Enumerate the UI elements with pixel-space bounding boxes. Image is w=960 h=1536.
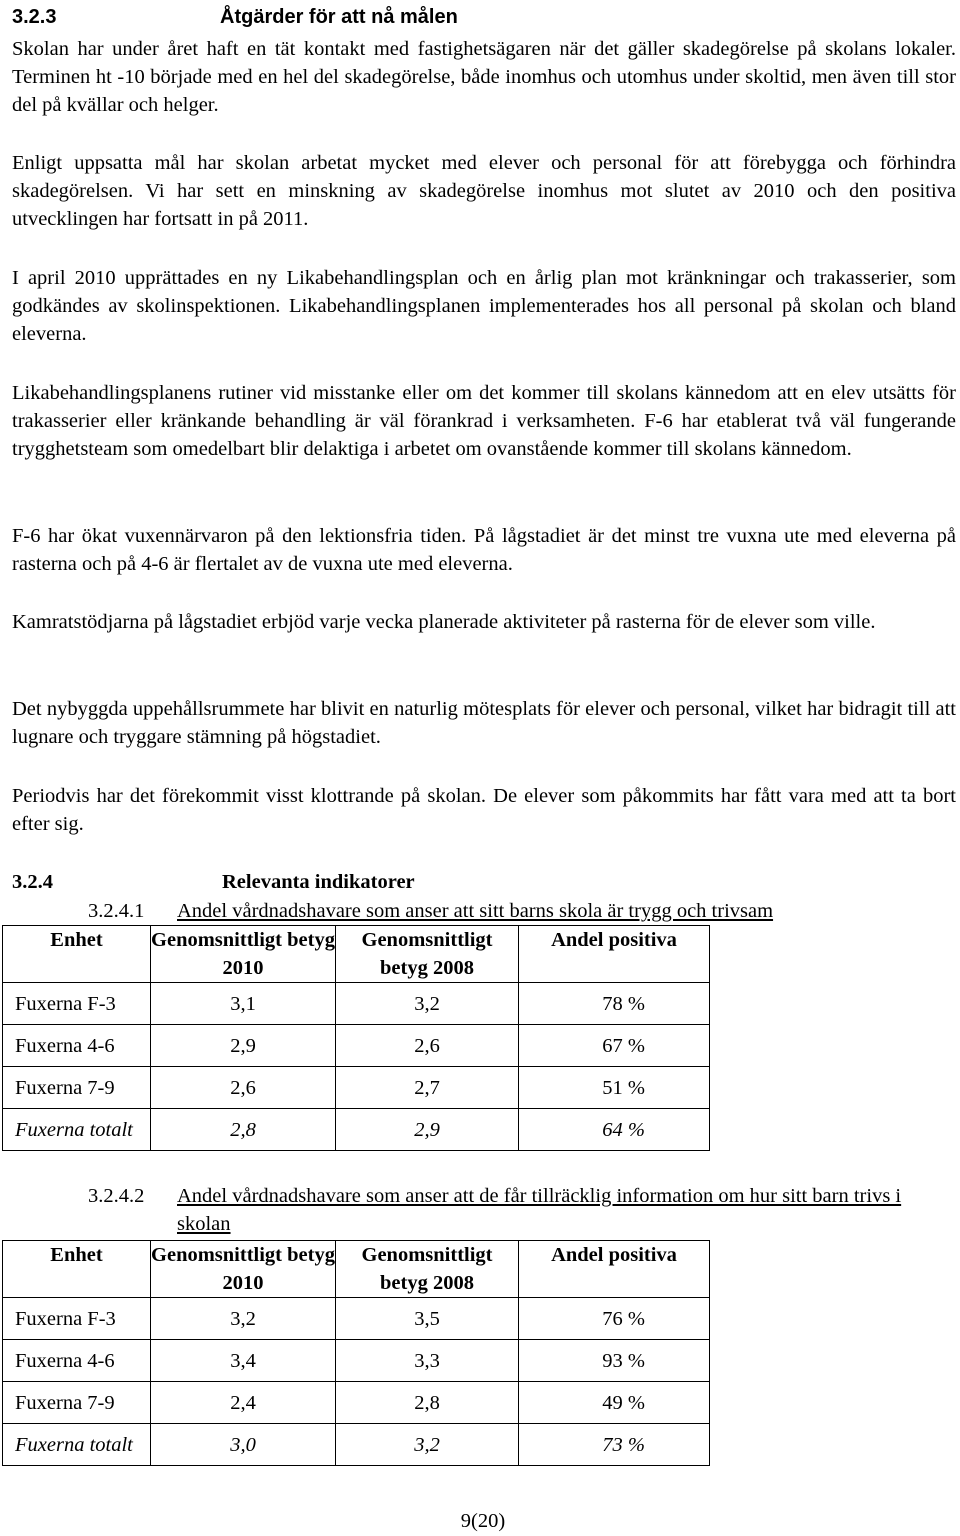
header-cell: Genomsnittligt betyg 2010	[151, 1241, 336, 1298]
header-cell: Enhet	[3, 1241, 151, 1298]
paragraph: Skolan har under året haft en tät kontakt med fastighetsägaren när det gäller skadegörelse på skolans lokaler. Terminen ht -10 började med en hel del skadegörelse, både inomhus och utomhus under skoltid, men även till stor del på kvällar och helger.	[12, 38, 956, 116]
table-cell: 78 %	[519, 983, 710, 1025]
table-cell: 3,5	[336, 1298, 519, 1340]
table-cell: 3,3	[336, 1340, 519, 1382]
table-number: 3.2.4.1	[88, 900, 145, 922]
table-cell: 2,9	[151, 1025, 336, 1067]
header-cell: Genomsnittligt betyg 2008	[336, 1241, 519, 1298]
table-cell: 2,6	[336, 1025, 519, 1067]
table-header-row	[3, 1241, 710, 1298]
header-cell: Genomsnittligt betyg 2008	[336, 926, 519, 983]
table-cell: 3,4	[151, 1340, 336, 1382]
table-cell: Fuxerna 4-6	[3, 1340, 151, 1382]
table-cell: 67 %	[519, 1025, 710, 1067]
table-cell: Fuxerna totalt	[3, 1424, 151, 1466]
table-cell: 2,8	[151, 1109, 336, 1151]
table-cell: 2,6	[151, 1067, 336, 1109]
header-cell: Genomsnittligt betyg 2010	[151, 926, 336, 983]
table-total-row	[3, 1109, 710, 1151]
subsection-number: 3.2.4	[12, 871, 53, 893]
table-header-row	[3, 926, 710, 983]
indicator-table-2	[2, 1240, 710, 1466]
table-row	[3, 983, 710, 1025]
table-row	[3, 1025, 710, 1067]
table-cell: 2,4	[151, 1382, 336, 1424]
table-cell: 73 %	[519, 1424, 710, 1466]
table-row	[3, 1382, 710, 1424]
header-cell: Andel positiva	[519, 1241, 710, 1298]
paragraph: Enligt uppsatta mål har skolan arbetat mycket med elever och personal för att förebygga och förhindra skadegörelsen. Vi har sett en minskning av skadegörelse inomhus mot slutet av 2010 och den positiva utvecklingen har fortsatt in på 2011.	[12, 152, 956, 230]
table-cell: Fuxerna 7-9	[3, 1067, 151, 1109]
table-total-row	[3, 1424, 710, 1466]
subsection-title: Relevanta indikatorer	[222, 871, 415, 893]
table-cell: 64 %	[519, 1109, 710, 1151]
table-cell: 76 %	[519, 1298, 710, 1340]
table-cell: 2,8	[336, 1382, 519, 1424]
table-row	[3, 1340, 710, 1382]
table-title: Andel vårdnadshavare som anser att sitt barns skola är trygg och trivsam	[177, 900, 774, 922]
table-cell: 3,2	[151, 1298, 336, 1340]
indicator-table-1	[2, 925, 710, 1151]
paragraph: Kamratstödjarna på lågstadiet erbjöd varje vecka planerade aktiviteter på rasterna för de elever som ville.	[12, 611, 876, 633]
paragraph: Likabehandlingsplanens rutiner vid misstanke eller om det kommer till skolans kännedom att en elev utsätts för trakasserier eller kränkande behandling är väl förankrad i verksamheten. F-6 har etablerat två väl fungerande trygghetsteam som omedelbart blir delaktiga i arbetet om ovanstående kommer till skolans kännedom.	[12, 382, 956, 460]
table-cell: Fuxerna totalt	[3, 1109, 151, 1151]
table-cell: 49 %	[519, 1382, 710, 1424]
table-cell: Fuxerna F-3	[3, 1298, 151, 1340]
table-row	[3, 1298, 710, 1340]
table-cell: 3,2	[336, 1424, 519, 1466]
section-heading-title: Åtgärder för att nå målen	[220, 6, 458, 28]
table-cell: 3,2	[336, 983, 519, 1025]
table-cell: Fuxerna 7-9	[3, 1382, 151, 1424]
header-cell: Enhet	[3, 926, 151, 983]
table-number: 3.2.4.2	[88, 1185, 145, 1207]
table-cell: 2,9	[336, 1109, 519, 1151]
table-row	[3, 1067, 710, 1109]
table-cell: Fuxerna 4-6	[3, 1025, 151, 1067]
paragraph: F-6 har ökat vuxennärvaron på den lektionsfria tiden. På lågstadiet är det minst tre vuxna ute med eleverna på rasterna och på 4-6 är flertalet av de vuxna ute med eleverna.	[12, 525, 956, 575]
table-cell: 3,0	[151, 1424, 336, 1466]
table-cell: 3,1	[151, 983, 336, 1025]
table-cell: Fuxerna F-3	[3, 983, 151, 1025]
paragraph: Periodvis har det förekommit visst klottrande på skolan. De elever som påkommits har fått vara med att ta bort efter sig.	[12, 785, 956, 835]
section-heading-number: 3.2.3	[12, 6, 57, 28]
header-cell: Andel positiva	[519, 926, 710, 983]
paragraph: I april 2010 upprättades en ny Likabehandlingsplan och en årlig plan mot kränkningar och trakasserier, som godkändes av skolinspektionen. Likabehandlingsplanen implementerades hos all personal på skolan och bland eleverna.	[12, 267, 956, 345]
table-cell: 93 %	[519, 1340, 710, 1382]
table-title: Andel vårdnadshavare som anser att de får tillräcklig information om hur sitt barn trivs i skolan	[177, 1185, 902, 1235]
table-cell: 2,7	[336, 1067, 519, 1109]
page-number: 9(20)	[460, 1510, 506, 1532]
paragraph: Det nybyggda uppehållsrummete har blivit en naturlig mötesplats för elever och personal, vilket har bidragit till att lugnare och tryggare stämning på högstadiet.	[12, 698, 956, 748]
table-cell: 51 %	[519, 1067, 710, 1109]
